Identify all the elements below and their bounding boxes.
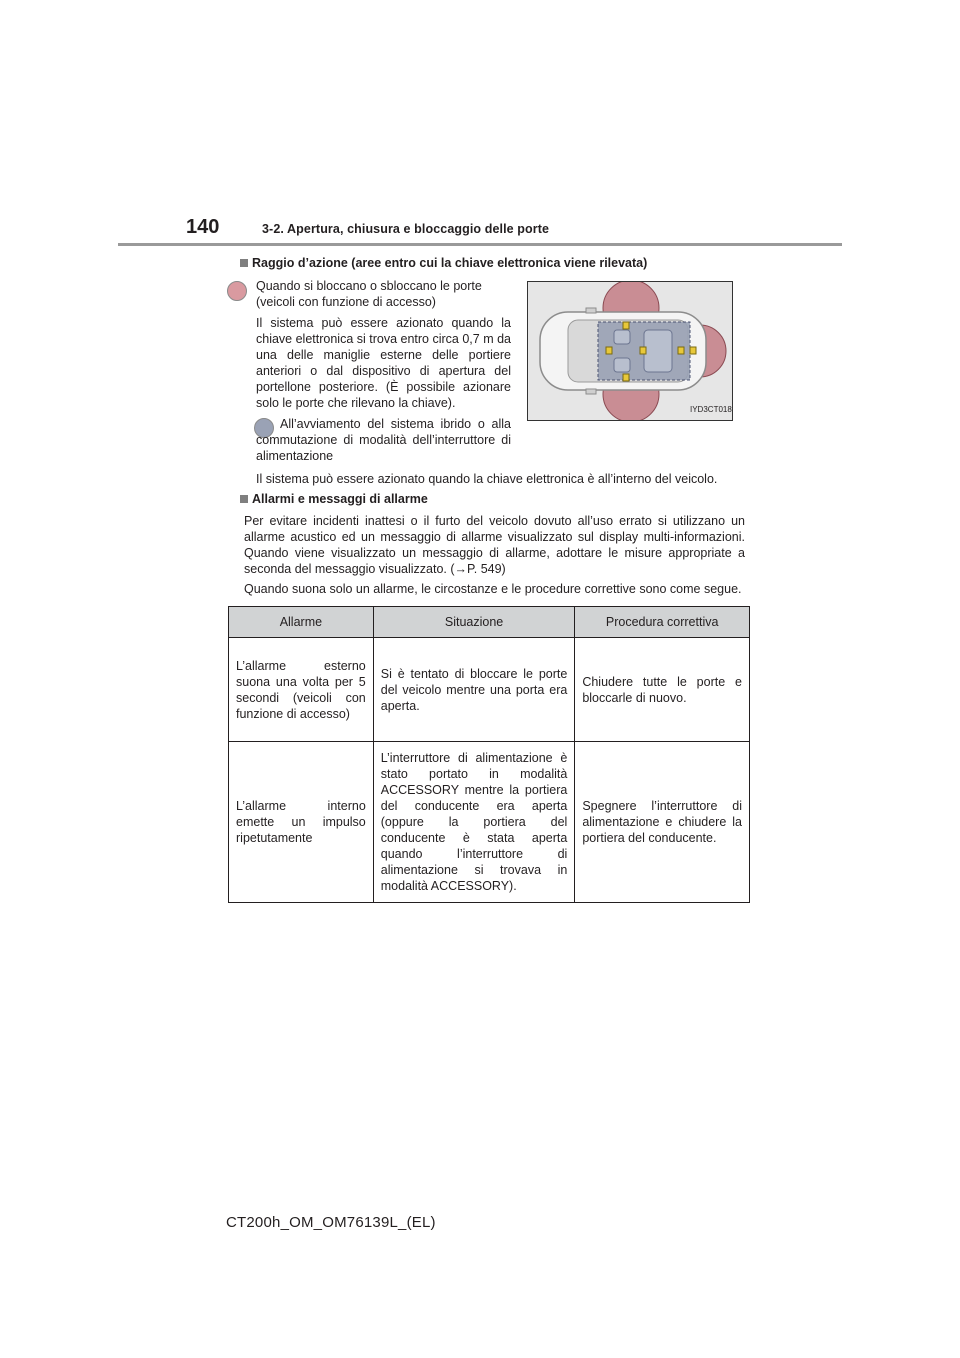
range-heading xyxy=(240,256,647,270)
header-rule xyxy=(118,243,842,246)
key-range-figure xyxy=(527,281,733,421)
alarm-para1: Per evitare incidenti inattesi o il furto del veicolo dovuto all’uso errato si utilizzano un allarme acustico ed un messaggio di allarme visualizzato sul display multi-informazioni. Quando viene visualizzato un messaggio di allarme, adottare le misure appropriate a seconda del messaggio visualizzato. (→P. 549) xyxy=(244,514,745,576)
antenna-icon xyxy=(623,374,629,381)
table-cell: Spegnere l’interruttore di alimentazione e chiudere la portiera del conducente. xyxy=(575,742,750,903)
item2-title: All’avviamento del sistema ibrido o alla commutazione di modalità dell’interruttore di alimentazione xyxy=(256,417,511,463)
alarm-heading-text: Allarmi e messaggi di allarme xyxy=(252,492,428,506)
item2-body: Il sistema può essere azionato quando la chiave elettronica è all’interno del veicolo. xyxy=(256,472,718,486)
antenna-icon xyxy=(623,322,629,329)
document-code: CT200h_OM_OM76139L_(EL) xyxy=(226,1214,436,1231)
seat-front-left xyxy=(614,330,630,344)
alarm-para2: Quando suona solo un allarme, le circostanze e le procedure correttive sono come segue. xyxy=(244,582,742,596)
mirror-right xyxy=(586,389,596,394)
table-row xyxy=(229,742,750,903)
antenna-icon xyxy=(678,347,684,354)
table-cell: Chiudere tutte le porte e bloccarle di nuovo. xyxy=(575,638,750,742)
section-title: 3-2. Apertura, chiusura e bloccaggio delle porte xyxy=(262,222,550,236)
range-heading-text: Raggio d’azione (aree entro cui la chiave elettronica viene rilevata) xyxy=(252,256,648,270)
antenna-icon xyxy=(640,347,646,354)
mirror-left xyxy=(586,308,596,313)
alarm-table xyxy=(228,606,750,903)
zone1-marker-icon xyxy=(227,281,247,301)
antenna-icon xyxy=(606,347,612,354)
table-header: Procedura correttiva xyxy=(575,607,750,638)
table-cell: L’interruttore di alimentazione è stato portato in modalità ACCESSORY mentre la portiera del conducente era aperta (oppure la portiera del conducente è stata aperta quando l’interruttore di alimentazione si trovava in modalità ACCESSORY). xyxy=(373,742,575,903)
page-number: 140 xyxy=(186,216,220,238)
item1-body: Il sistema può essere azionato quando la chiave elettronica si trova entro circa 0,7 m da una delle maniglie esterne delle portiere anteriori o dal dispositivo di apertura del portellone posteriore. (È possibile azionare solo le porte che rilevano la chiave). xyxy=(256,316,511,410)
table-cell: Si è tentato di bloccare le porte del veicolo mentre una porta era aperta. xyxy=(373,638,575,742)
antenna-icon xyxy=(690,347,696,354)
table-cell: L’allarme esterno suona una volta per 5 secondi (veicoli con funzione di accesso) xyxy=(229,638,374,742)
figure-code: IYD3CT018 xyxy=(690,405,732,414)
square-bullet-icon xyxy=(240,259,248,267)
table-header: Allarme xyxy=(229,607,374,638)
table-header: Situazione xyxy=(373,607,575,638)
seat-front-right xyxy=(614,358,630,372)
alarm-heading xyxy=(240,492,428,506)
square-bullet-icon xyxy=(240,495,248,503)
table-cell: L’allarme interno emette un impulso ripetutamente xyxy=(229,742,374,903)
rear-bench xyxy=(644,330,672,372)
car-top-view-illustration xyxy=(528,282,732,420)
table-row xyxy=(229,638,750,742)
item1-title: Quando si bloccano o sbloccano le porte (veicoli con funzione di accesso) xyxy=(256,279,482,309)
table-header-row xyxy=(229,607,750,638)
